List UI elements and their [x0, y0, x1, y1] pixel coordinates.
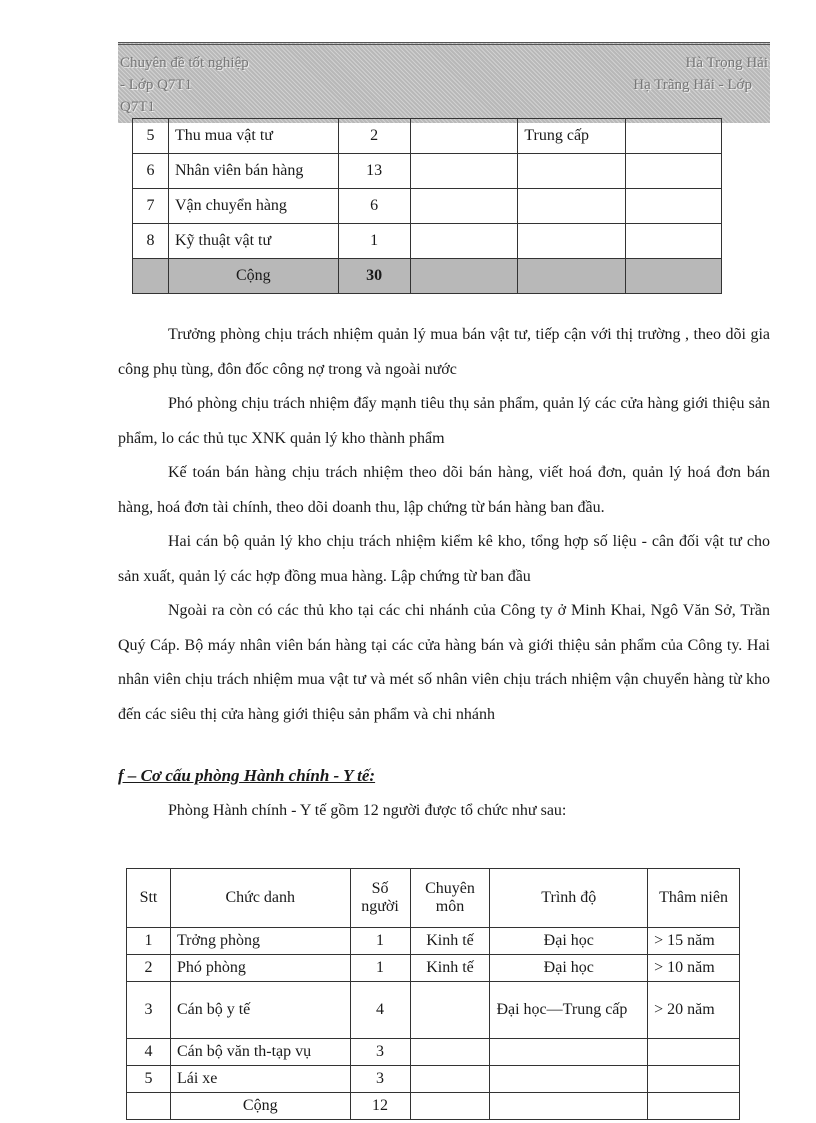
cell-empty: [626, 224, 722, 259]
table-row: [127, 1066, 740, 1093]
header-stt: Stt: [127, 869, 171, 928]
cell-empty: [490, 1039, 648, 1066]
cell-empty: [410, 224, 518, 259]
cell-empty: [410, 119, 518, 154]
cell-count: 4: [350, 982, 410, 1039]
paragraph: Trưởng phòng chịu trách nhiệm quản lý mua bán vật tư, tiếp cận với thị trường , theo dõi gia công phụ tùng, đôn đốc công nợ trong và ngoài nước: [118, 326, 770, 378]
cell-count: 1: [350, 955, 410, 982]
cell-stt: 5: [127, 1066, 171, 1093]
cell-title: Lái xe: [170, 1066, 350, 1093]
cell-stt: 4: [127, 1039, 171, 1066]
cell-empty: [490, 1093, 648, 1120]
body-text: [118, 318, 770, 732]
cell-empty: [127, 1093, 171, 1120]
cell-stt: 3: [127, 982, 171, 1039]
header-right-line2: Hạ Trãng Hải - Lớp: [633, 77, 752, 93]
cell-title: Phó phòng: [170, 955, 350, 982]
cell-stt: 5: [133, 119, 169, 154]
cell-empty: [410, 1039, 490, 1066]
total-label: Cộng: [170, 1093, 350, 1120]
cell-spec: Kinh tế: [410, 928, 490, 955]
cell-stt: 1: [127, 928, 171, 955]
header-spec: Chuyên môn: [410, 869, 490, 928]
cell-empty: [410, 259, 518, 294]
cell-title: Thu mua vật tư: [168, 119, 338, 154]
header-left-line3: Q7T1: [120, 99, 155, 115]
header-title: Chức danh: [170, 869, 350, 928]
cell-title: Cán bộ y tế: [170, 982, 350, 1039]
cell-empty: [410, 1093, 490, 1120]
cell-title: Vận chuyển hàng: [168, 189, 338, 224]
cell-empty: [518, 154, 626, 189]
section-heading: f – Cơ cấu phòng Hành chính - Y tế:: [118, 766, 376, 785]
table-row: [133, 189, 722, 224]
staff-table-continued: [132, 118, 722, 294]
cell-empty: [410, 1066, 490, 1093]
cell-empty: [626, 189, 722, 224]
cell-title: Kỹ thuật vật tư: [168, 224, 338, 259]
paragraph: Ngoài ra còn có các thủ kho tại các chi nhánh của Công ty ở Minh Khai, Ngô Văn Sở, Trần Quý Cáp. Bộ máy nhân viên bán hàng tại các cửa hàng bán và giới thiệu sản phẩm của Công ty. Hai nhân viên chịu trách nhiệm mua vật tư và mét số nhân viên chịu trách nhiệm vận chuyển hàng từ kho đến các siêu thị cửa hàng giới thiệu sản phẩm và chi nhánh: [118, 602, 770, 723]
cell-empty: [648, 1039, 740, 1066]
cell-empty: [626, 259, 722, 294]
section-intro: Phòng Hành chính - Y tế gồm 12 người được tổ chức như sau:: [168, 802, 567, 819]
cell-count: 3: [350, 1039, 410, 1066]
cell-count: 13: [338, 154, 410, 189]
cell-empty: [626, 119, 722, 154]
table-total-row: [127, 1093, 740, 1120]
cell-level: Đại học—Trung cấp: [490, 982, 648, 1039]
cell-stt: 6: [133, 154, 169, 189]
cell-title: Nhân viên bán hàng: [168, 154, 338, 189]
table-total-row: [133, 259, 722, 294]
cell-level: Đại học: [490, 928, 648, 955]
cell-count: 2: [338, 119, 410, 154]
header-seniority: Thâm niên: [648, 869, 740, 928]
header-right-line1: Hà Trọng Hải: [685, 55, 768, 71]
cell-count: 1: [338, 224, 410, 259]
page-header: [118, 42, 770, 123]
cell-empty: [490, 1066, 648, 1093]
cell-level: Đại học: [490, 955, 648, 982]
header-level: Trình độ: [490, 869, 648, 928]
cell-empty: [410, 982, 490, 1039]
cell-empty: [518, 224, 626, 259]
cell-seniority: > 10 năm: [648, 955, 740, 982]
table-row: [127, 1039, 740, 1066]
header-left-line2: - Lớp Q7T1: [120, 77, 193, 93]
cell-empty: [410, 189, 518, 224]
cell-level: Trung cấp: [518, 119, 626, 154]
cell-stt: 7: [133, 189, 169, 224]
cell-empty: [518, 189, 626, 224]
cell-count: 1: [350, 928, 410, 955]
table-row: [133, 224, 722, 259]
table-row: [133, 119, 722, 154]
total-value: 12: [350, 1093, 410, 1120]
cell-count: 6: [338, 189, 410, 224]
cell-empty: [410, 154, 518, 189]
table-row: [127, 955, 740, 982]
cell-title: Trởng phòng: [170, 928, 350, 955]
cell-empty: [648, 1066, 740, 1093]
total-label: Cộng: [168, 259, 338, 294]
cell-stt: 2: [127, 955, 171, 982]
cell-seniority: > 20 năm: [648, 982, 740, 1039]
cell-empty: [518, 259, 626, 294]
cell-title: Cán bộ văn th-tạp vụ: [170, 1039, 350, 1066]
cell-empty: [626, 154, 722, 189]
table-header-row: [127, 869, 740, 928]
cell-empty: [648, 1093, 740, 1120]
table-row: [133, 154, 722, 189]
cell-seniority: > 15 năm: [648, 928, 740, 955]
cell-spec: Kinh tế: [410, 955, 490, 982]
total-value: 30: [338, 259, 410, 294]
cell-empty: [133, 259, 169, 294]
cell-stt: 8: [133, 224, 169, 259]
cell-count: 3: [350, 1066, 410, 1093]
header-count: Số người: [350, 869, 410, 928]
paragraph: Hai cán bộ quản lý kho chịu trách nhiệm kiểm kê kho, tổng hợp số liệu - cân đối vật tư cho sản xuất, quản lý các hợp đồng mua hàng. Lập chứng từ ban đầu: [118, 533, 770, 585]
paragraph: Kế toán bán hàng chịu trách nhiệm theo dõi bán hàng, viết hoá đơn, quản lý hoá đơn bán hàng, hoá đơn tài chính, theo dõi doanh thu, lập chứng từ bán hàng ban đầu.: [118, 464, 770, 516]
table-row: [127, 982, 740, 1039]
header-left-line1: Chuyên đề tốt nghiệp: [120, 55, 249, 71]
admin-health-table: [126, 868, 740, 1120]
paragraph: Phó phòng chịu trách nhiệm đẩy mạnh tiêu thụ sản phẩm, quản lý các cửa hàng giới thiệu sản phẩm, lo các thủ tục XNK quản lý kho thành phẩm: [118, 395, 770, 447]
table-row: [127, 928, 740, 955]
